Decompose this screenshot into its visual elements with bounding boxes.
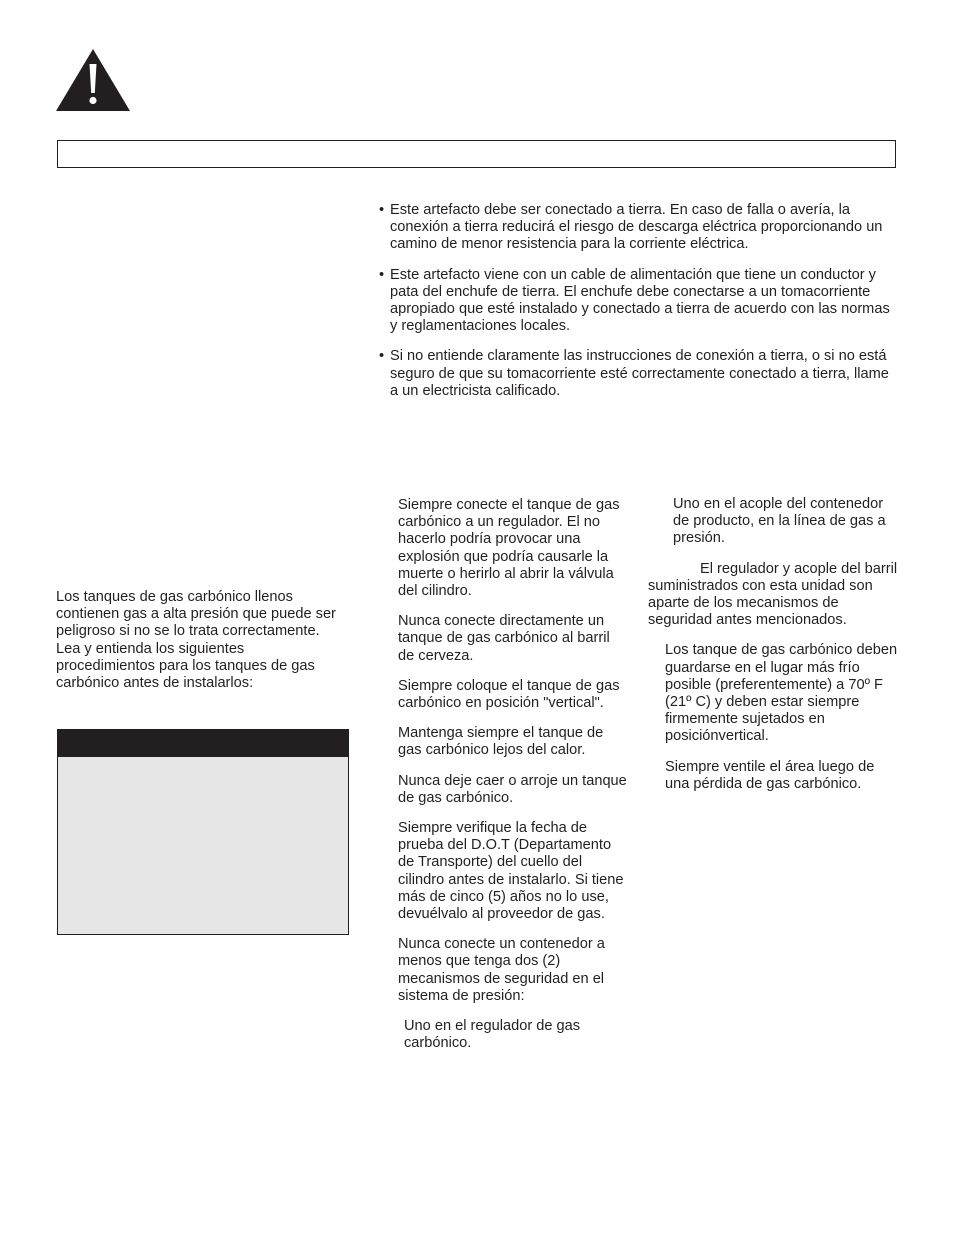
list-item <box>379 348 899 400</box>
list-item: Mantenga siempre el tanque de gas carbónico lejos del calor. <box>398 725 604 759</box>
co2-procedures-column-right <box>648 496 900 806</box>
list-item: Siempre verifique la fecha de prueba del D.O.T (Departamento de Transporte) del cuello del cilindro antes de instalarlo. Si tiene más de cinco (5) años no lo use, devuélvalo al proveedor de gas. <box>398 820 624 923</box>
side-note-header-bar <box>58 730 348 757</box>
list-item <box>379 267 899 336</box>
grounding-instructions-list <box>379 202 899 413</box>
list-item: Siempre coloque el tanque de gas carbónico en posición "vertical". <box>398 677 620 712</box>
list-item <box>379 202 899 254</box>
bullet-marker: • <box>379 348 385 365</box>
side-note-box <box>57 729 349 935</box>
section-header-box <box>57 140 896 168</box>
list-item: Nunca conecte un contenedor a menos que tenga dos (2) mecanismos de seguridad en el sistema de presión: <box>398 936 605 1004</box>
sub-list-item: Uno en el acople del contenedor de producto, en la línea de gas a presión. <box>673 496 886 547</box>
co2-intro-paragraph: Los tanques de gas carbónico llenos contienen gas a alta presión que puede ser peligroso si no se lo trata correctamente. Lea y entienda los siguientes procedimientos para los tanques de gas carbónico antes de instalarlos: <box>56 589 336 692</box>
list-item: Nunca conecte directamente un tanque de gas carbónico al barril de cerveza. <box>398 613 610 664</box>
list-item-text: Este artefacto viene con un cable de alimentación que tiene un conductor y pata del enchufe de tierra. El enchufe debe conectarse a un tomacorriente apropiado que esté instalado y conectado a tierra de acuerdo con las normas y reglamentaciones locales. <box>390 266 890 335</box>
list-item: Siempre ventile el área luego de una pérdida de gas carbónico. <box>665 758 875 792</box>
list-item: Siempre conecte el tanque de gas carbónico a un regulador. El no hacerlo podría provocar una explosión que podría causarle la muerte o herirlo al abrir la válvula del cilindro. <box>398 497 620 600</box>
bullet-marker: • <box>379 202 385 218</box>
list-item-text: Este artefacto debe ser conectado a tierra. En caso de falla o avería, la conexión a tierra reducirá el riesgo de descarga eléctrica proporcionando un camino de menor resistencia para la corriente eléctrica. <box>390 202 883 253</box>
list-item: Los tanque de gas carbónico deben guardarse en el lugar más frío posible (preferentemente) a 70º F (21º C) y deben estar siempre firmemente sujetados en posiciónvertical. <box>665 642 898 745</box>
co2-procedures-column-middle <box>398 497 630 1065</box>
note-paragraph: El regulador y acople del barril suministrados con esta unidad son aparte de los mecanismos de seguridad antes mencionados. <box>648 560 898 629</box>
sub-list-item: Uno en el regulador de gas carbónico. <box>404 1018 581 1052</box>
list-item-text: Si no entiende claramente las instrucciones de conexión a tierra, o si no está seguro de que su tomacorriente esté correctamente conectado a tierra, llame a un electricista calificado. <box>390 348 889 399</box>
bullet-marker: • <box>379 266 385 283</box>
list-item: Nunca deje caer o arroje un tanque de gas carbónico. <box>398 772 627 806</box>
warning-triangle-icon <box>55 48 131 112</box>
